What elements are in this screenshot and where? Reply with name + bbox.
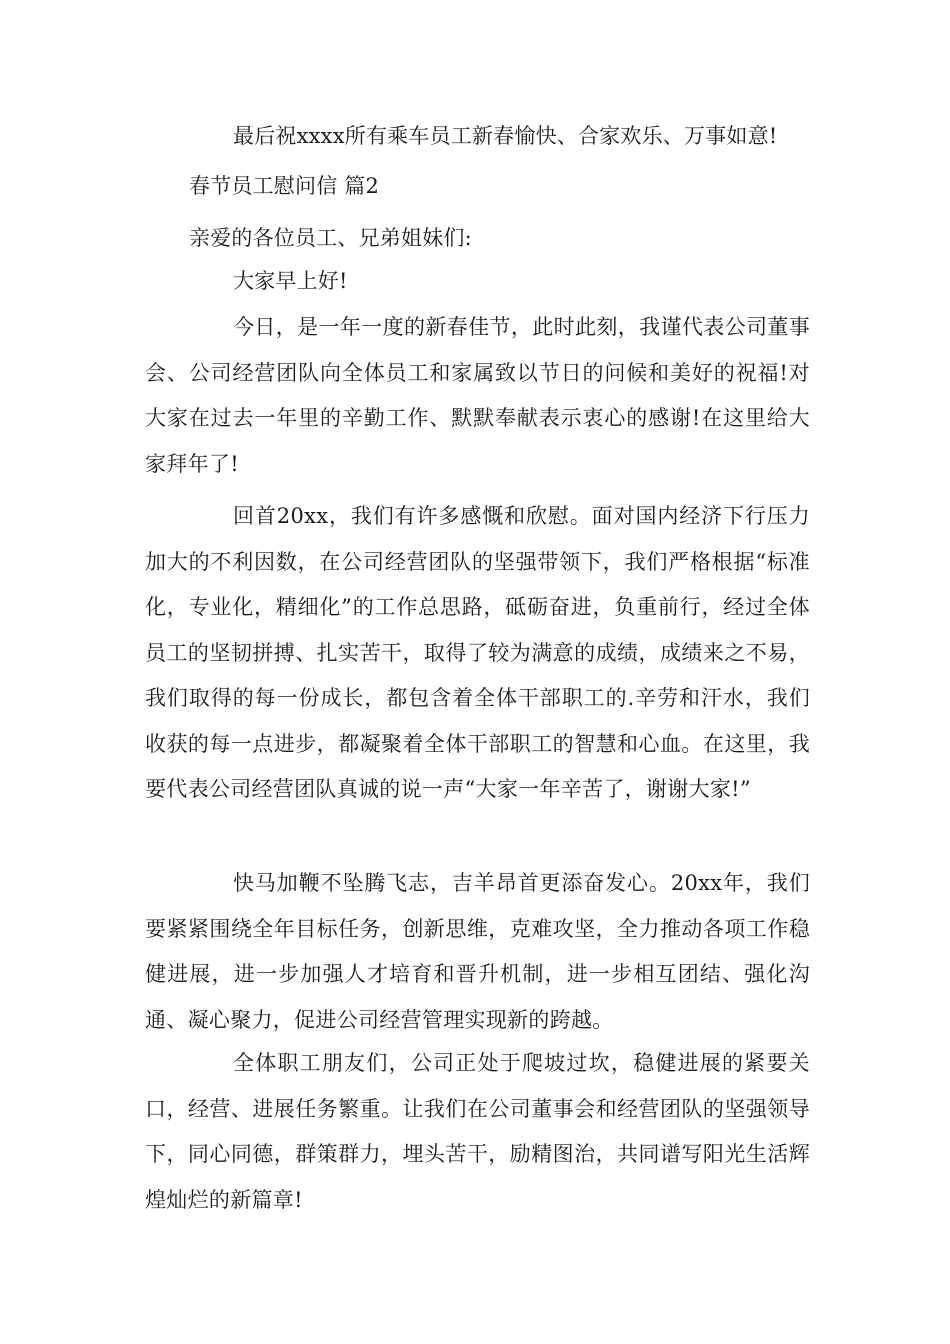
section-title: 春节员工慰问信 篇2 — [189, 174, 380, 198]
closing-line: 最后祝xxxx所有乘车员工新春愉快、合家欢乐、万事如意! — [233, 124, 778, 148]
greeting: 大家早上好! — [233, 269, 348, 293]
paragraph-call-to-action: 全体职工朋友们，公司正处于爬坡过坎，稳健进展的紧要关口，经营、进展任务繁重。让我们在公司董事会和经营团队的坚强领导下，同心同德，群策群力，埋头苦干，励精图治，共同谱写阳光生活辉煌灿烂的新篇章! — [145, 1051, 810, 1212]
paragraph-outlook: 快马加鞭不坠腾飞志，吉羊昂首更添奋发心。20xx年，我们要紧紧围绕全年目标任务，创新思维，克难攻坚，全力推动各项工作稳健进展，进一步加强人才培育和晋升机制，进一步相互团结、强化沟通、凝心聚力，促进公司经营管理实现新的跨越。 — [145, 871, 810, 1032]
salutation: 亲爱的各位员工、兄弟姐妹们: — [189, 226, 472, 250]
paragraph-new-year-greeting: 今日，是一年一度的新春佳节，此时此刻，我谨代表公司董事会、公司经营团队向全体员工和家属致以节日的问候和美好的祝福!对大家在过去一年里的辛勤工作、默默奉献表示衷心的感谢!在这里给大家拜年了! — [145, 315, 810, 476]
paragraph-review: 回首20xx，我们有许多感慨和欣慰。面对国内经济下行压力加大的不利因数，在公司经营团队的坚强带领下，我们严格根据“标准化，专业化，精细化”的工作总思路，砥砺奋进，负重前行，经过全体员工的坚韧拼搏、扎实苦干，取得了较为满意的成绩，成绩来之不易，我们取得的每一份成长，都包含着全体干部职工的.辛劳和汗水，我们收获的每一点进步，都凝聚着全体干部职工的智慧和心血。在这里，我要代表公司经营团队真诚的说一声“大家一年辛苦了，谢谢大家!” — [145, 504, 810, 801]
